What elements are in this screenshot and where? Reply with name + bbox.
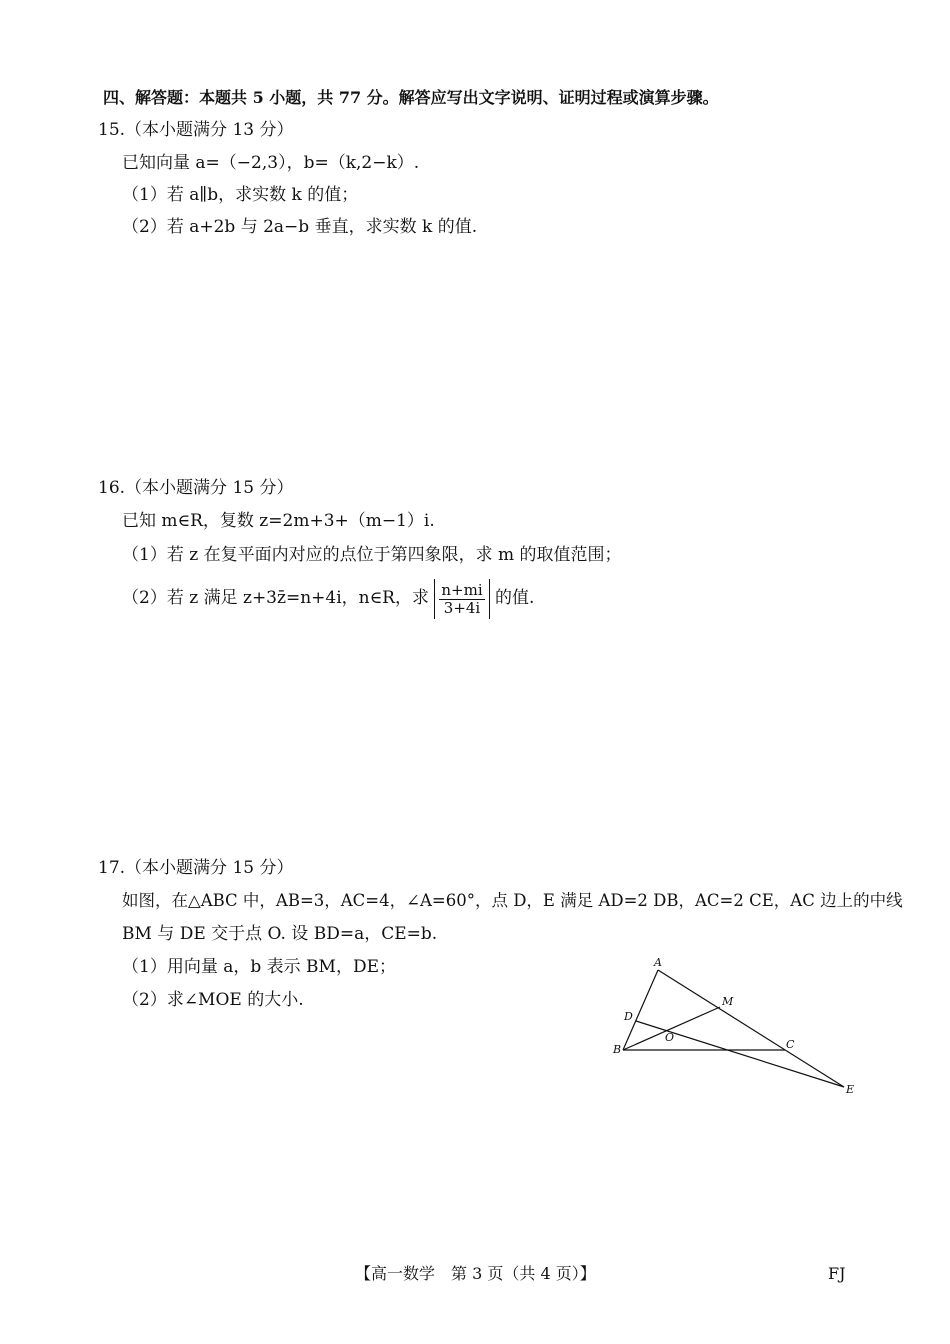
q16-header: 16.（本小题满分 15 分）	[98, 478, 294, 498]
triangle-figure	[600, 950, 870, 1100]
label-b: B	[613, 1043, 622, 1056]
q15-header: 15.（本小题满分 13 分）	[98, 120, 294, 140]
label-a: A	[654, 956, 662, 969]
q15-stem: 已知向量 a=（−2,3），b=（k,2−k）.	[122, 153, 420, 173]
footer-code: FJ	[828, 1264, 846, 1283]
q17-stem-line1: 如图，在△ABC 中，AB=3，AC=4，∠A=60°，点 D，E 满足 AD=2 DB，AC=2 CE，AC 边上的中线	[122, 891, 903, 910]
label-d: D	[624, 1010, 633, 1023]
q17-stem-line2: BM 与 DE 交于点 O. 设 BD=a，CE=b.	[122, 924, 438, 944]
label-e: E	[846, 1083, 855, 1096]
label-m: M	[722, 995, 734, 1008]
label-c: C	[786, 1038, 795, 1051]
q15-part1: （1）若 a∥b，求实数 k 的值；	[122, 185, 359, 205]
section-header: 四、解答题：本题共 5 小题，共 77 分。解答应写出文字说明、证明过程或演算步骤。	[103, 88, 719, 107]
label-o: O	[665, 1031, 675, 1044]
q17-part1: （1）用向量 a，b 表示 BM，DE；	[122, 957, 396, 977]
q17-part2: （2）求∠MOE 的大小.	[122, 990, 304, 1010]
q16-part2	[122, 578, 534, 619]
q16-stem: 已知 m∈R，复数 z=2m+3+（m−1）i.	[122, 511, 435, 531]
q16-part2-prefix: （2）若 z 满足 z+3z̄=n+4i，n∈R，求	[122, 588, 429, 608]
footer-page-info: 【高一数学 第 3 页（共 4 页）】	[355, 1264, 596, 1283]
q16-part1: （1）若 z 在复平面内对应的点位于第四象限，求 m 的取值范围；	[122, 545, 622, 565]
q15-part2: （2）若 a+2b 与 2a−b 垂直，求实数 k 的值.	[122, 217, 478, 237]
q16-fraction-denominator: 3+4i	[443, 598, 481, 617]
q17-header: 17.（本小题满分 15 分）	[98, 858, 294, 878]
line-ace	[658, 970, 844, 1087]
q16-fraction-numerator: n+mi	[441, 580, 483, 599]
q16-part2-suffix: 的值.	[495, 588, 535, 608]
q16-abs-fraction	[434, 579, 489, 619]
